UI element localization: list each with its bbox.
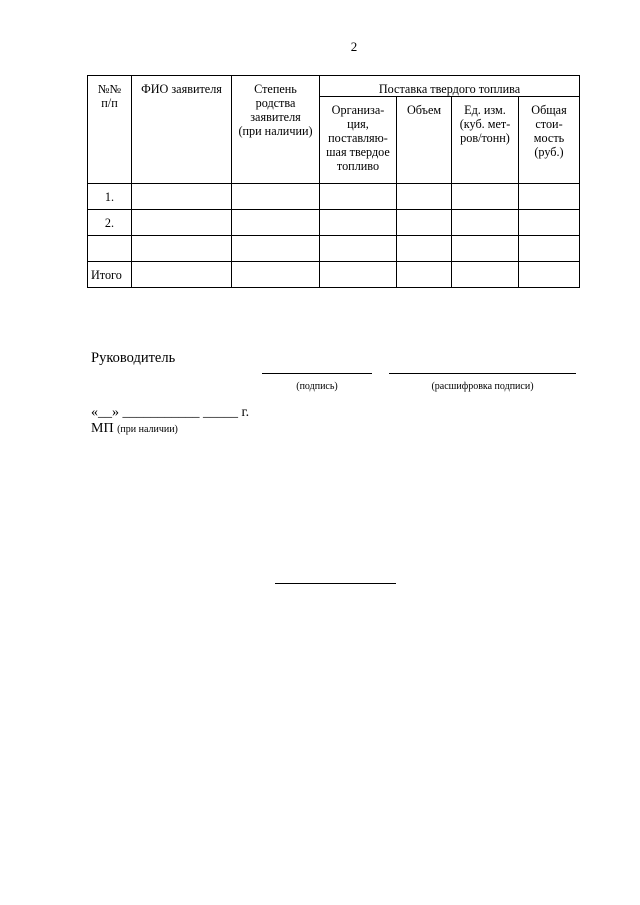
row-num: 1. bbox=[88, 184, 132, 210]
signature-caption: (подпись) bbox=[296, 381, 338, 392]
page-number: 2 bbox=[350, 39, 358, 54]
table-row bbox=[88, 210, 580, 236]
header-volume: Объем bbox=[397, 97, 452, 184]
header-supply-group: Поставка твердого топлива bbox=[320, 76, 580, 97]
table-row bbox=[88, 184, 580, 210]
mp-note: (при наличии) bbox=[117, 424, 178, 435]
signature-decode-caption: (расшифровка подписи) bbox=[431, 381, 534, 392]
head-label: Руководитель bbox=[91, 350, 176, 366]
table-row-total bbox=[88, 262, 580, 288]
header-num: №№ п/п bbox=[88, 76, 132, 184]
header-cost: Общая стои- мость (руб.) bbox=[519, 97, 580, 184]
stamp-label bbox=[91, 421, 178, 437]
mp-label: МП bbox=[91, 421, 114, 436]
row-num: 2. bbox=[88, 210, 132, 236]
header-unit: Ед. изм. (куб. мет- ров/тонн) bbox=[452, 97, 519, 184]
header-org: Организа- ция, поставляю- шая твердое топливо bbox=[320, 97, 397, 184]
header-applicant: ФИО заявителя bbox=[132, 76, 232, 184]
signature-line bbox=[262, 373, 372, 374]
date-line: «__» ___________ _____ г. bbox=[91, 405, 250, 420]
table-row bbox=[88, 236, 580, 262]
bottom-separator-line bbox=[275, 583, 396, 584]
row-total-label: Итого bbox=[88, 262, 132, 288]
solid-fuel-table bbox=[87, 75, 580, 288]
row-num bbox=[88, 236, 132, 262]
signature-decode-line bbox=[389, 373, 576, 374]
header-kinship: Степень родства заявителя (при наличии) bbox=[232, 76, 320, 184]
